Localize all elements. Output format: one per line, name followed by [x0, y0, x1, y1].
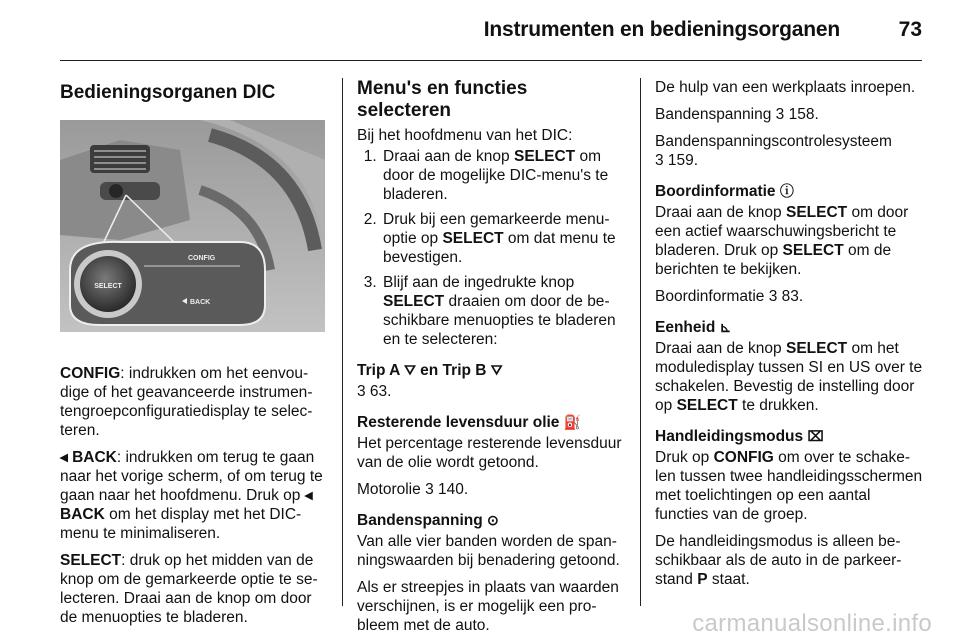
tire-pressure-reference: Bandenspanning 3 158.: [655, 106, 819, 123]
column-3: [655, 78, 925, 597]
trip-icon: ⛛: [490, 362, 503, 378]
intro-text: Bij het hoofdmenu van het DIC:: [357, 127, 573, 144]
column-1: [60, 78, 325, 635]
manual-mode-heading: Handleidingsmodus ⌧: [655, 428, 824, 445]
trip-reference: 3 63.: [357, 383, 392, 400]
section-heading: Bedieningsorganen DIC: [60, 82, 276, 103]
list-item: 1. Draai aan de knop SELECT om door de mogelijke DIC-menu's te bladeren.: [381, 147, 625, 204]
section-heading: Menu's en functies selecteren: [357, 78, 528, 121]
page-ref-icon: 3: [775, 106, 785, 123]
tpms-reference: Bandenspanningscontrolesysteem 3 159.: [655, 133, 892, 169]
manual-mode-text: Druk op CONFIG om over te schakelen tussen twee handleidingsschermen met toelichtingen op een aantal functies van de groep.: [655, 449, 923, 523]
unit-heading: Eenheid ⊾: [655, 319, 732, 336]
unit-text: Draai aan de knop SELECT om het moduledisplay tussen SI en US over te schakelen. Bevestig de instelling door op SELECT te drukken.: [655, 340, 923, 414]
config-description: CONFIG: indrukken om het eenvoudige of het geavanceerde instrumentengroepconfiguratiedisplay te selecteren.: [60, 365, 313, 439]
tire-icon: ⊙: [487, 512, 499, 528]
page-ref-icon: 3: [768, 288, 778, 305]
select-knob-label: SELECT: [94, 283, 122, 290]
page-number: 73: [898, 18, 922, 41]
oil-reference: Motorolie 3 140.: [357, 481, 469, 498]
column-2: [357, 78, 625, 643]
page-ref-icon: 3: [425, 481, 434, 498]
tire-text: Van alle vier banden worden de spanningswaarden bij benadering getoond.: [357, 533, 620, 569]
tire-warning: Als er streepjes in plaats van waarden verschijnen, is er mogelijk een probleem met de auto.: [357, 579, 619, 634]
header-divider: [60, 60, 922, 61]
board-info-heading: Boordinformatie ⓘ: [655, 183, 794, 200]
trip-icon: ⛛: [404, 362, 416, 378]
dic-controls-illustration: [60, 120, 325, 332]
column-divider: [640, 78, 641, 606]
unit-icon: ⊾: [719, 319, 732, 335]
page-ref-icon: 3: [655, 152, 664, 169]
back-icon: ◂: [60, 449, 68, 466]
back-description: ◂ BACK: indrukken om terug te gaan naar het vorige scherm, of om terug te gaan naar het hoofdmenu. Druk op ◂ BACK om het display met het DIC-menu te minimaliseren.: [60, 449, 323, 542]
info-icon: ⓘ: [779, 183, 794, 199]
column-divider: [342, 78, 343, 606]
oil-heading: Resterende levensduur olie ⛽: [357, 414, 582, 431]
steps-list: [357, 147, 625, 349]
list-item: 3. Blijf aan de ingedrukte knop SELECT draaien om door de beschikbare menuopties te bladeren en te selecteren:: [381, 273, 625, 349]
workshop-text: De hulp van een werkplaats inroepen.: [655, 79, 916, 96]
list-item: 2. Druk bij een gemarkeerde menu-optie op SELECT om dat menu te bevestigen.: [381, 210, 625, 267]
select-description: SELECT: druk op het midden van de knop om de gemarkeerde optie te selecteren. Draai aan de knop om door de menuopties te bladeren.: [60, 552, 318, 626]
oil-icon: ⛽: [563, 414, 582, 430]
back-icon: ◂: [304, 487, 313, 504]
board-info-reference: Boordinformatie 3 83.: [655, 288, 804, 305]
trip-heading: Trip A ⛛ en Trip B ⛛: [357, 362, 503, 379]
back-button-label: BACK: [190, 299, 211, 306]
manual-mode-note: De handleidingsmodus is alleen beschikbaar als de auto in de parkeerstand P staat.: [655, 533, 902, 588]
oil-text: Het percentage resterende levensduur van de olie wordt getoond.: [357, 435, 622, 471]
config-button-label: CONFIG: [188, 255, 216, 262]
tire-heading: Bandenspanning ⊙: [357, 512, 499, 529]
watermark: carmanualsonline.info: [692, 610, 932, 637]
board-info-text: Draai aan de knop SELECT om door een actief waarschuwingsbericht te bladeren. Druk op SELECT om de berichten te bekijken.: [655, 204, 909, 278]
page-ref-icon: 3: [357, 383, 366, 400]
page-title: Instrumenten en bedieningsorganen: [483, 18, 840, 41]
manual-icon: ⌧: [807, 428, 824, 444]
